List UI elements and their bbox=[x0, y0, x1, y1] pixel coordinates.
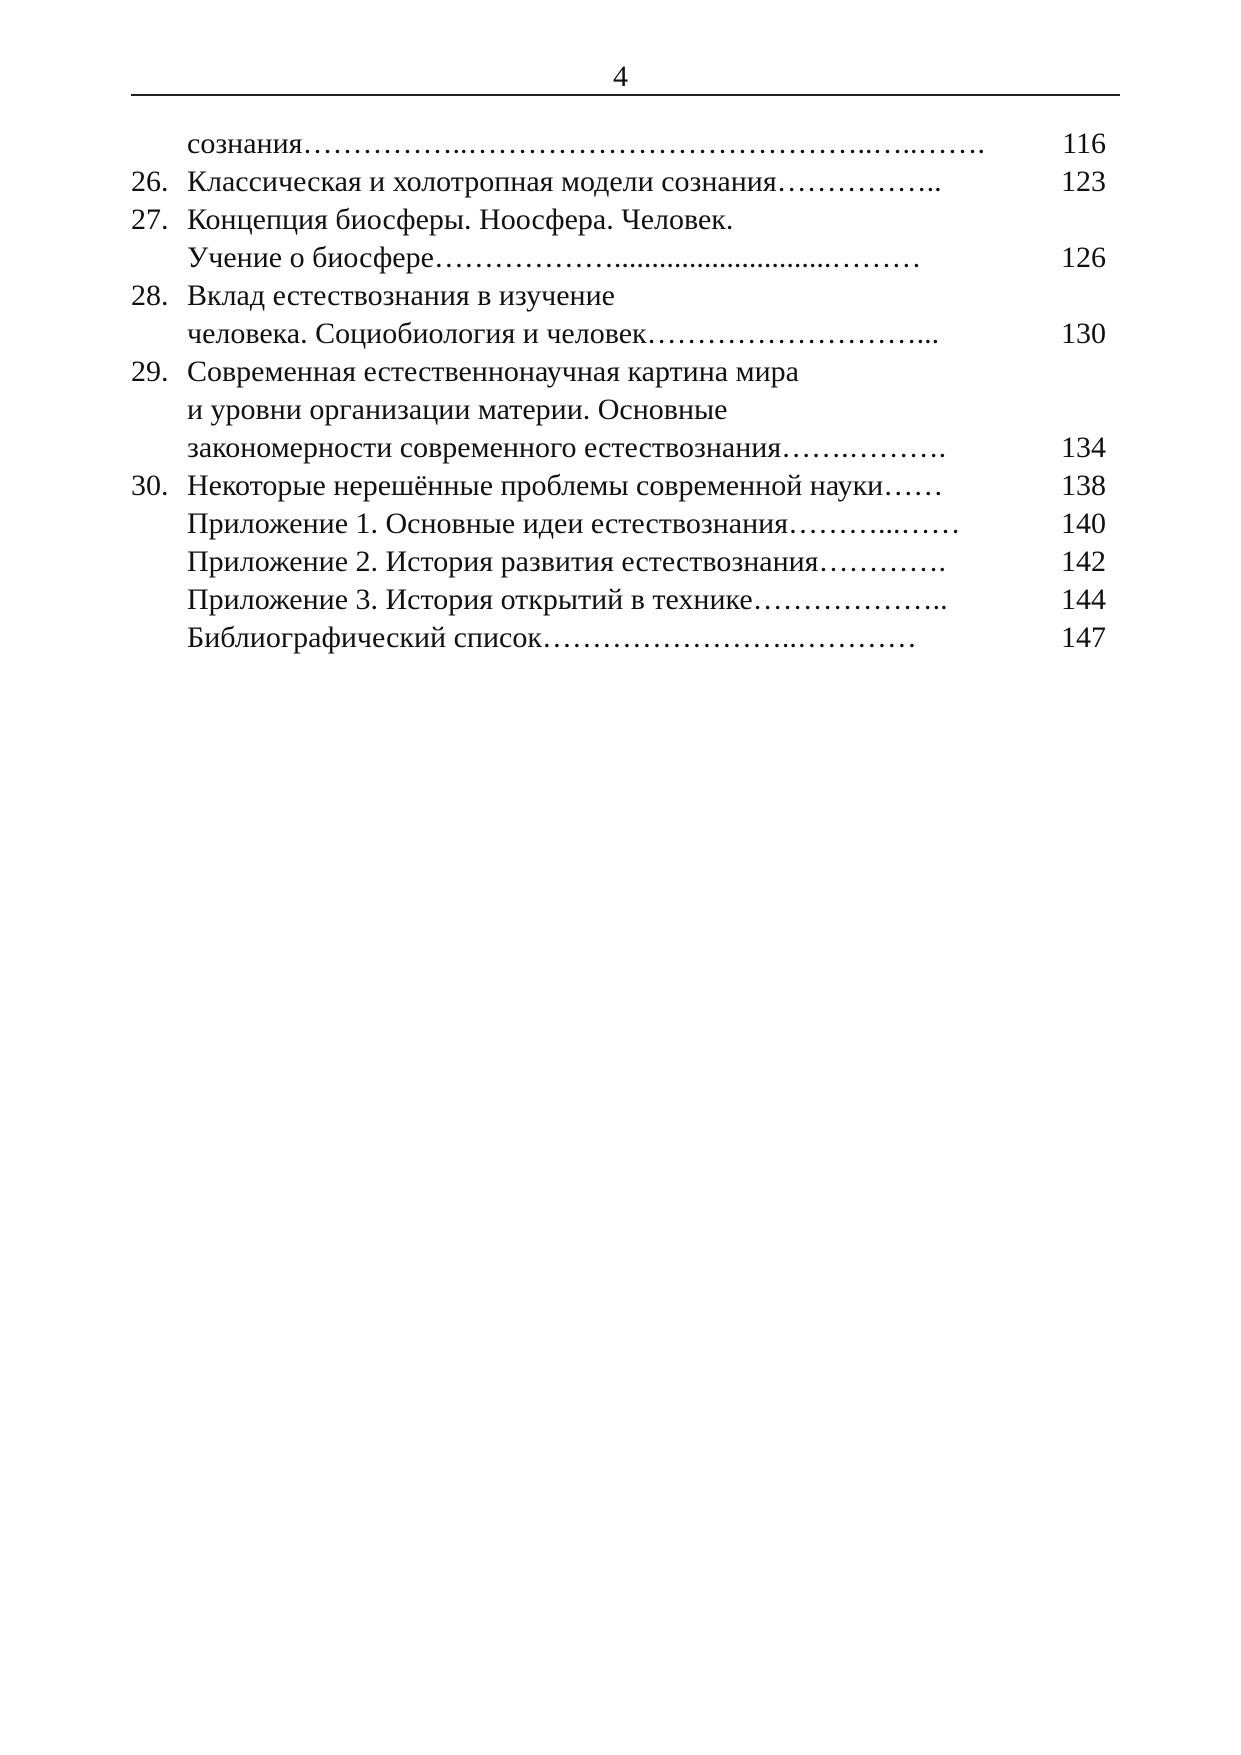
toc-item-title: человека. Социобиология и человек………………………... bbox=[187, 317, 940, 350]
toc-line bbox=[131, 315, 1106, 353]
toc-item-number: 26. bbox=[131, 165, 169, 198]
toc-item-page: 147 bbox=[1061, 621, 1106, 654]
toc-item-page: 140 bbox=[1061, 507, 1106, 540]
toc-line bbox=[131, 125, 1106, 163]
toc-item-number: 30. bbox=[131, 469, 169, 502]
toc-line bbox=[131, 543, 1106, 581]
toc-item-title: Современная естественнонаучная картина мира bbox=[187, 355, 799, 388]
toc-item-page: 123 bbox=[1061, 165, 1106, 198]
toc-item-page: 144 bbox=[1061, 583, 1106, 616]
toc-item-page: 138 bbox=[1061, 469, 1106, 502]
toc-line bbox=[131, 391, 1106, 429]
toc-item-title: Приложение 3. История открытий в технике……………….. bbox=[187, 583, 948, 616]
toc-line bbox=[131, 239, 1106, 277]
toc-item-number: 29. bbox=[131, 355, 169, 388]
toc-line bbox=[131, 619, 1106, 657]
toc-line bbox=[131, 277, 1106, 315]
toc-item-title: Учение о биосфере……………….............................……… bbox=[187, 241, 922, 274]
toc-item-title: Вклад естествознания в изучение bbox=[187, 279, 615, 312]
toc-item-number: 28. bbox=[131, 279, 169, 312]
table-of-contents bbox=[131, 125, 1106, 657]
toc-item-page: 142 bbox=[1061, 545, 1106, 578]
toc-item-title: сознания……………..…………………………………..…..……. bbox=[187, 127, 985, 160]
toc-item-title: Концепция биосферы. Ноосфера. Человек. bbox=[187, 203, 734, 236]
toc-item-page: 126 bbox=[1061, 241, 1106, 274]
toc-item-number: 27. bbox=[131, 203, 169, 236]
toc-line bbox=[131, 353, 1106, 391]
toc-item-title: закономерности современного естествознания…….………. bbox=[187, 431, 947, 464]
toc-line bbox=[131, 163, 1106, 201]
toc-item-title: Некоторые нерешённые проблемы современной науки…… bbox=[187, 469, 944, 502]
toc-item-title: Приложение 2. История развития естествознания…………. bbox=[187, 545, 946, 578]
toc-line bbox=[131, 467, 1106, 505]
header-rule bbox=[131, 94, 1120, 96]
toc-item-page: 134 bbox=[1061, 431, 1106, 464]
toc-line bbox=[131, 505, 1106, 543]
toc-item-title: Библиографический список……………………..………… bbox=[187, 621, 917, 654]
toc-line bbox=[131, 201, 1106, 239]
toc-line bbox=[131, 429, 1106, 467]
toc-item-title: и уровни организации материи. Основные bbox=[187, 393, 728, 426]
toc-line bbox=[131, 581, 1106, 619]
toc-item-title: Классическая и холотропная модели сознания…………….. bbox=[187, 165, 942, 198]
toc-item-title: Приложение 1. Основные идеи естествознания………...…… bbox=[187, 507, 961, 540]
page-number: 4 bbox=[613, 60, 628, 93]
toc-item-page: 116 bbox=[1062, 127, 1106, 160]
toc-item-page: 130 bbox=[1061, 317, 1106, 350]
